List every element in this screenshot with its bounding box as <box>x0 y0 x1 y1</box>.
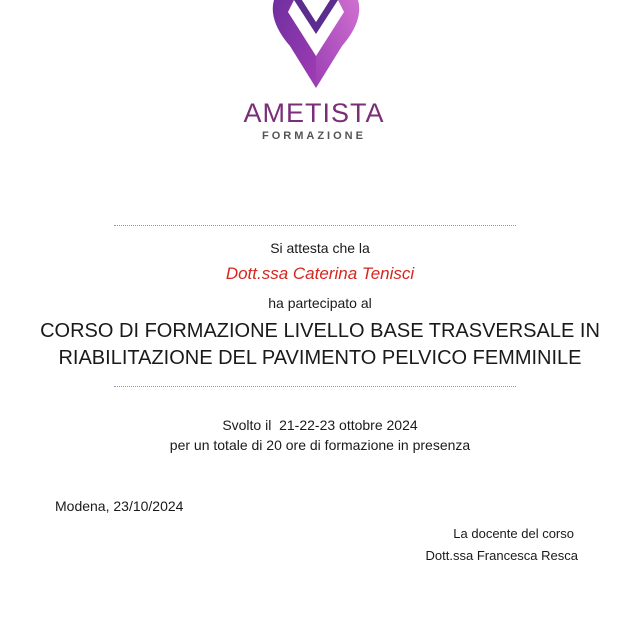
place-date: Modena, 23/10/2024 <box>55 498 184 514</box>
brand-name: AMETISTA <box>243 98 385 128</box>
course-title-line-1: CORSO DI FORMAZIONE LIVELLO BASE TRASVERSALE IN <box>40 320 600 342</box>
course-dates: Svolto il 21-22-23 ottobre 2024 <box>222 417 418 433</box>
teacher-role: La docente del corso <box>453 526 574 541</box>
recipient-name: Dott.ssa Caterina Tenisci <box>225 264 415 283</box>
brand-subtitle: FORMAZIONE <box>262 130 366 142</box>
divider-bottom <box>114 386 516 387</box>
teacher-signature-block <box>400 523 578 567</box>
amethyst-heart-icon <box>270 0 362 90</box>
course-hours: per un totale di 20 ore di formazione in presenza <box>169 437 471 453</box>
teacher-name: Dott.ssa Francesca Resca <box>425 548 578 563</box>
course-details <box>0 415 640 455</box>
intro-text: Si attesta che la <box>270 240 370 256</box>
course-title-line-2: RIABILITAZIONE DEL PAVIMENTO PELVICO FEMMINILE <box>58 347 582 369</box>
divider-top <box>114 225 516 226</box>
brand-logo <box>270 0 362 90</box>
participated-text: ha partecipato al <box>268 295 372 311</box>
course-title <box>0 318 640 372</box>
